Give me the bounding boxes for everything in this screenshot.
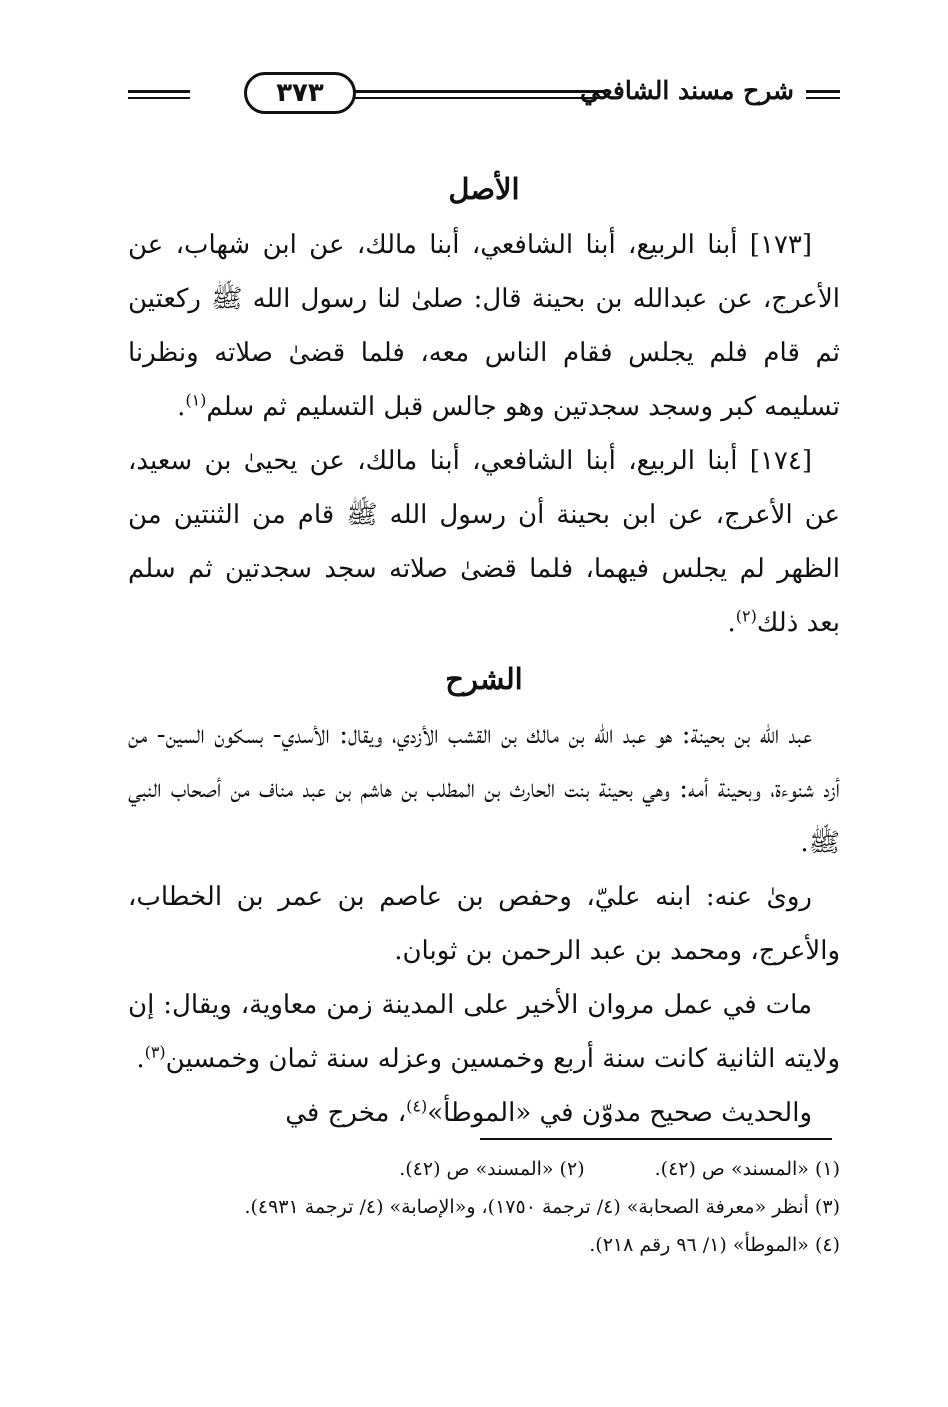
footnote-1: (١) «المسند» ص (٤٢). xyxy=(654,1158,840,1180)
section-heading-sharh: الشرح xyxy=(445,662,523,696)
page-body xyxy=(128,160,840,1140)
footnote-row-1 xyxy=(128,1150,840,1188)
footnotes xyxy=(128,1150,840,1264)
commentary-paragraph-3: مات في عمل مروان الأخير على المدينة زمن معاوية، ويقال: إن ولايته الثانية كانت سنة أربع وخمسين وعزله سنة ثمان وخمسين$^{(٣)}$. xyxy=(128,990,840,1074)
page-number: ٣٧٣ xyxy=(244,72,356,114)
footnote-ref-4: (٤) xyxy=(406,1096,428,1116)
commentary-paragraph-2: روىٰ عنه: ابنه عليّ، وحفص بن عاصم بن عمر بن الخطاب، والأعرج، ومحمد بن عبد الرحمن بن ثوبان. xyxy=(128,882,840,966)
hadith-173-text: [١٧٣] أبنا الربيع، أبنا الشافعي، أبنا مالك، عن ابن شهاب، عن الأعرج، عن عبدالله بن بحينة قال: صلىٰ لنا رسول الله ﷺ ركعتين ثم قام فلم يجلس فقام الناس معه، فلما قضىٰ صلاته ونظرنا تسليمه كبر وسجد سجدتين وهو جالس قبل التسليم ثم سلم xyxy=(128,230,841,422)
footnote-separator xyxy=(480,1138,832,1140)
hadith-174: [١٧٤] أبنا الربيع، أبنا الشافعي، أبنا مالك، عن يحيىٰ بن سعيد، عن الأعرج، عن ابن بحينة أن رسول الله ﷺ قام من الثنتين من الظهر لم يجلس فيهما، فلما قضىٰ صلاته سجد سجدتين ثم سلم بعد ذلك$^{(٢)}$. xyxy=(128,446,840,638)
commentary-paragraph-1: عبد الله بن بحينة: هو عبد الله بن مالك بن القشب الأزدي، ويقال: الأسدي- بسكون السين- من أزد شنوءة، وبحينة أمه: وهي بحينة بنت الحارث بن المطلب بن هاشم بن عبد مناف من أصحاب النبي ﷺ. xyxy=(128,720,840,858)
commentary-paragraph-4-text: والحديث صحيح مدوّن في «الموطأ» xyxy=(427,1098,812,1128)
commentary-paragraph-4 xyxy=(128,1086,840,1140)
header-rule-left xyxy=(128,90,190,99)
hadith-174-text: [١٧٤] أبنا الربيع، أبنا الشافعي، أبنا مالك، عن يحيىٰ بن سعيد، عن الأعرج، عن ابن بحينة أن رسول الله ﷺ قام من الثنتين من الظهر لم يجلس فيهما، فلما قضىٰ صلاته سجد سجدتين ثم سلم بعد ذلك xyxy=(128,446,840,638)
header-rule-right xyxy=(806,90,840,99)
footnote-ref-1: (١) xyxy=(185,390,207,410)
footnote-3: (٣) أنظر «معرفة الصحابة» (٤/ ترجمة ١٧٥٠)، و«الإصابة» (٤/ ترجمة ٤٩٣١). xyxy=(244,1196,840,1218)
running-header xyxy=(128,72,840,118)
footnote-4: (٤) «الموطأ» (١/ ٩٦ رقم ٢١٨). xyxy=(589,1234,840,1256)
header-rule-middle xyxy=(354,90,604,99)
commentary-paragraph-4-tail: ، مخرج في xyxy=(285,1098,407,1128)
footnote-2: (٢) «المسند» ص (٤٢). xyxy=(399,1158,585,1180)
book-title: شرح مسند الشافعي xyxy=(580,76,794,105)
footnote-ref-2: (٢) xyxy=(735,606,757,626)
commentary-paragraph-3-text: مات في عمل مروان الأخير على المدينة زمن معاوية، ويقال: إن ولايته الثانية كانت سنة أربع وخمسين وعزله سنة ثمان وخمسين xyxy=(128,990,840,1074)
footnote-ref-3: (٣) xyxy=(144,1042,166,1062)
section-heading-asl: الأصل xyxy=(448,172,520,206)
hadith-173: [١٧٣] أبنا الربيع، أبنا الشافعي، أبنا مالك، عن ابن شهاب، عن الأعرج، عن عبدالله بن بحينة قال: صلىٰ لنا رسول الله ﷺ ركعتين ثم قام فلم يجلس فقام الناس معه، فلما قضىٰ صلاته ونظرنا تسليمه كبر وسجد سجدتين وهو جالس قبل التسليم ثم سلم$^{(١)}$. xyxy=(128,230,841,422)
